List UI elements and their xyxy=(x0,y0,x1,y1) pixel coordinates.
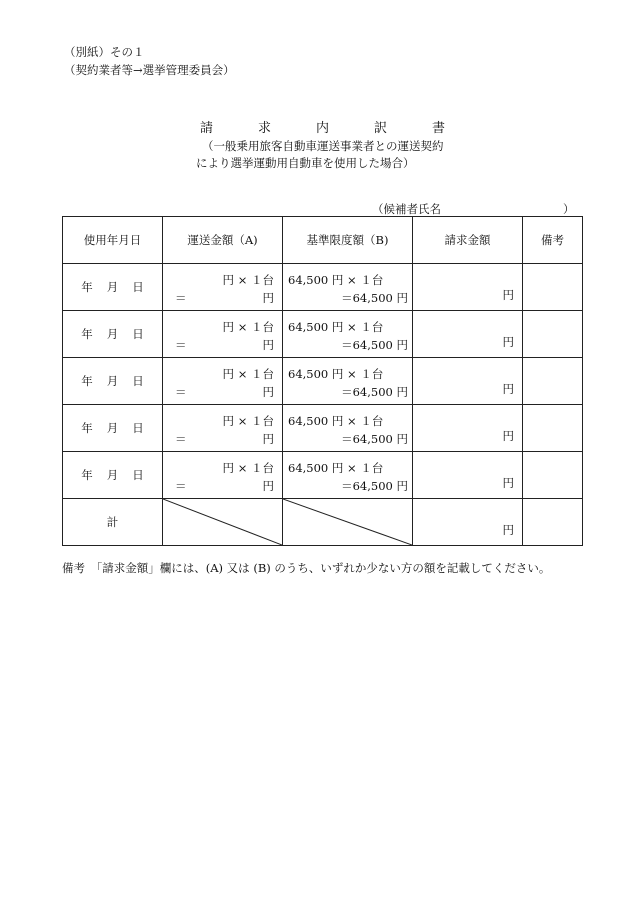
transport-amount-cell[interactable] xyxy=(163,358,283,405)
total-row xyxy=(63,499,583,546)
remarks-cell[interactable] xyxy=(523,264,583,311)
table-row xyxy=(63,358,583,405)
claim-amount-cell[interactable] xyxy=(413,452,523,499)
table-row xyxy=(63,264,583,311)
table-row xyxy=(63,452,583,499)
claim-yen: 円 xyxy=(502,335,514,349)
limit-result: ＝64,500 円 xyxy=(341,432,408,446)
limit-amount-cell xyxy=(283,405,413,452)
day-label: 日 xyxy=(132,327,144,341)
year-label: 年 xyxy=(81,421,93,435)
diagonal-strike xyxy=(163,499,282,545)
month-label: 月 xyxy=(106,374,119,388)
invoice-breakdown-table xyxy=(62,216,583,546)
limit-amount-cell xyxy=(283,452,413,499)
claim-amount-cell[interactable] xyxy=(413,264,523,311)
limit-result: ＝64,500 円 xyxy=(341,479,408,493)
table-row xyxy=(63,405,583,452)
transport-yen: 円 xyxy=(262,385,274,399)
total-label: 計 xyxy=(63,499,163,546)
usage-date-cell[interactable] xyxy=(63,264,163,311)
usage-date-cell[interactable] xyxy=(63,311,163,358)
usage-date-cell[interactable] xyxy=(63,358,163,405)
day-label: 日 xyxy=(132,421,144,435)
transport-equals: ＝ xyxy=(175,338,187,352)
month-label: 月 xyxy=(106,327,119,341)
transport-yen: 円 xyxy=(262,338,274,352)
transport-amount-cell[interactable] xyxy=(163,405,283,452)
subtitle-line2: により選挙運動用自動車を使用した場合） xyxy=(196,156,415,170)
usage-date-cell[interactable] xyxy=(63,405,163,452)
transport-yen: 円 xyxy=(262,291,274,305)
day-label: 日 xyxy=(132,468,144,482)
header-claim-amount: 請求金額 xyxy=(413,217,523,264)
month-label: 月 xyxy=(106,421,119,435)
limit-amount-cell xyxy=(283,311,413,358)
total-yen: 円 xyxy=(502,523,514,537)
transport-amount-cell[interactable] xyxy=(163,264,283,311)
claim-yen: 円 xyxy=(502,429,514,443)
claim-amount-cell[interactable] xyxy=(413,405,523,452)
transport-amount-cell[interactable] xyxy=(163,452,283,499)
remarks-note: 備考 「請求金額」欄には、(A) 又は (B) のうち、いずれか少ない方の額を記載してください。 xyxy=(62,561,551,575)
remarks-cell[interactable] xyxy=(523,358,583,405)
remarks-cell[interactable] xyxy=(523,311,583,358)
total-limit-cell-struck xyxy=(283,499,413,546)
transport-equals: ＝ xyxy=(175,291,187,305)
header-limit-amount: 基準限度額（B) xyxy=(283,217,413,264)
header-line2: （契約業者等→選挙管理委員会） xyxy=(64,63,235,77)
limit-result: ＝64,500 円 xyxy=(341,385,408,399)
table-header-row xyxy=(63,217,583,264)
limit-amount-cell xyxy=(283,264,413,311)
transport-yen: 円 xyxy=(262,432,274,446)
title-char: 訳 xyxy=(373,121,387,136)
candidate-name-label: （候補者氏名 xyxy=(372,202,441,216)
limit-formula: 64,500 円 × １台 xyxy=(288,414,384,428)
limit-amount-cell xyxy=(283,358,413,405)
title-char: 内 xyxy=(315,121,329,136)
candidate-name-close: ） xyxy=(563,202,575,216)
header-usage-date: 使用年月日 xyxy=(63,217,163,264)
subtitle-line1: （一般乗用旅客自動車運送事業者との運送契約 xyxy=(202,139,444,153)
limit-formula: 64,500 円 × １台 xyxy=(288,367,384,381)
header-transport-amount: 運送金額（A) xyxy=(163,217,283,264)
diagonal-strike xyxy=(283,499,412,545)
limit-formula: 64,500 円 × １台 xyxy=(288,273,384,287)
limit-result: ＝64,500 円 xyxy=(341,291,408,305)
usage-date-cell[interactable] xyxy=(63,452,163,499)
title-char: 書 xyxy=(431,121,445,136)
title-char: 求 xyxy=(257,121,271,136)
transport-formula: 円 × １台 xyxy=(222,414,274,428)
transport-equals: ＝ xyxy=(175,479,187,493)
claim-yen: 円 xyxy=(502,476,514,490)
remarks-cell[interactable] xyxy=(523,452,583,499)
total-claim-cell[interactable] xyxy=(413,499,523,546)
day-label: 日 xyxy=(132,280,144,294)
remarks-cell[interactable] xyxy=(523,405,583,452)
claim-yen: 円 xyxy=(502,288,514,302)
claim-yen: 円 xyxy=(502,382,514,396)
year-label: 年 xyxy=(81,280,93,294)
transport-equals: ＝ xyxy=(175,432,187,446)
limit-formula: 64,500 円 × １台 xyxy=(288,320,384,334)
claim-amount-cell[interactable] xyxy=(413,311,523,358)
month-label: 月 xyxy=(106,468,119,482)
year-label: 年 xyxy=(81,468,93,482)
year-label: 年 xyxy=(81,327,93,341)
header-remarks: 備考 xyxy=(523,217,583,264)
title-char: 請 xyxy=(200,121,214,136)
year-label: 年 xyxy=(81,374,93,388)
total-transport-cell-struck xyxy=(163,499,283,546)
transport-yen: 円 xyxy=(262,479,274,493)
day-label: 日 xyxy=(132,374,144,388)
limit-formula: 64,500 円 × １台 xyxy=(288,461,384,475)
limit-result: ＝64,500 円 xyxy=(341,338,408,352)
transport-formula: 円 × １台 xyxy=(222,461,274,475)
header-line1: （別紙）その１ xyxy=(64,45,145,59)
transport-formula: 円 × １台 xyxy=(222,367,274,381)
transport-formula: 円 × １台 xyxy=(222,320,274,334)
document-title xyxy=(200,117,445,136)
claim-amount-cell[interactable] xyxy=(413,358,523,405)
total-remarks-cell[interactable] xyxy=(523,499,583,546)
table-row xyxy=(63,311,583,358)
transport-formula: 円 × １台 xyxy=(222,273,274,287)
transport-amount-cell[interactable] xyxy=(163,311,283,358)
month-label: 月 xyxy=(106,280,119,294)
transport-equals: ＝ xyxy=(175,385,187,399)
